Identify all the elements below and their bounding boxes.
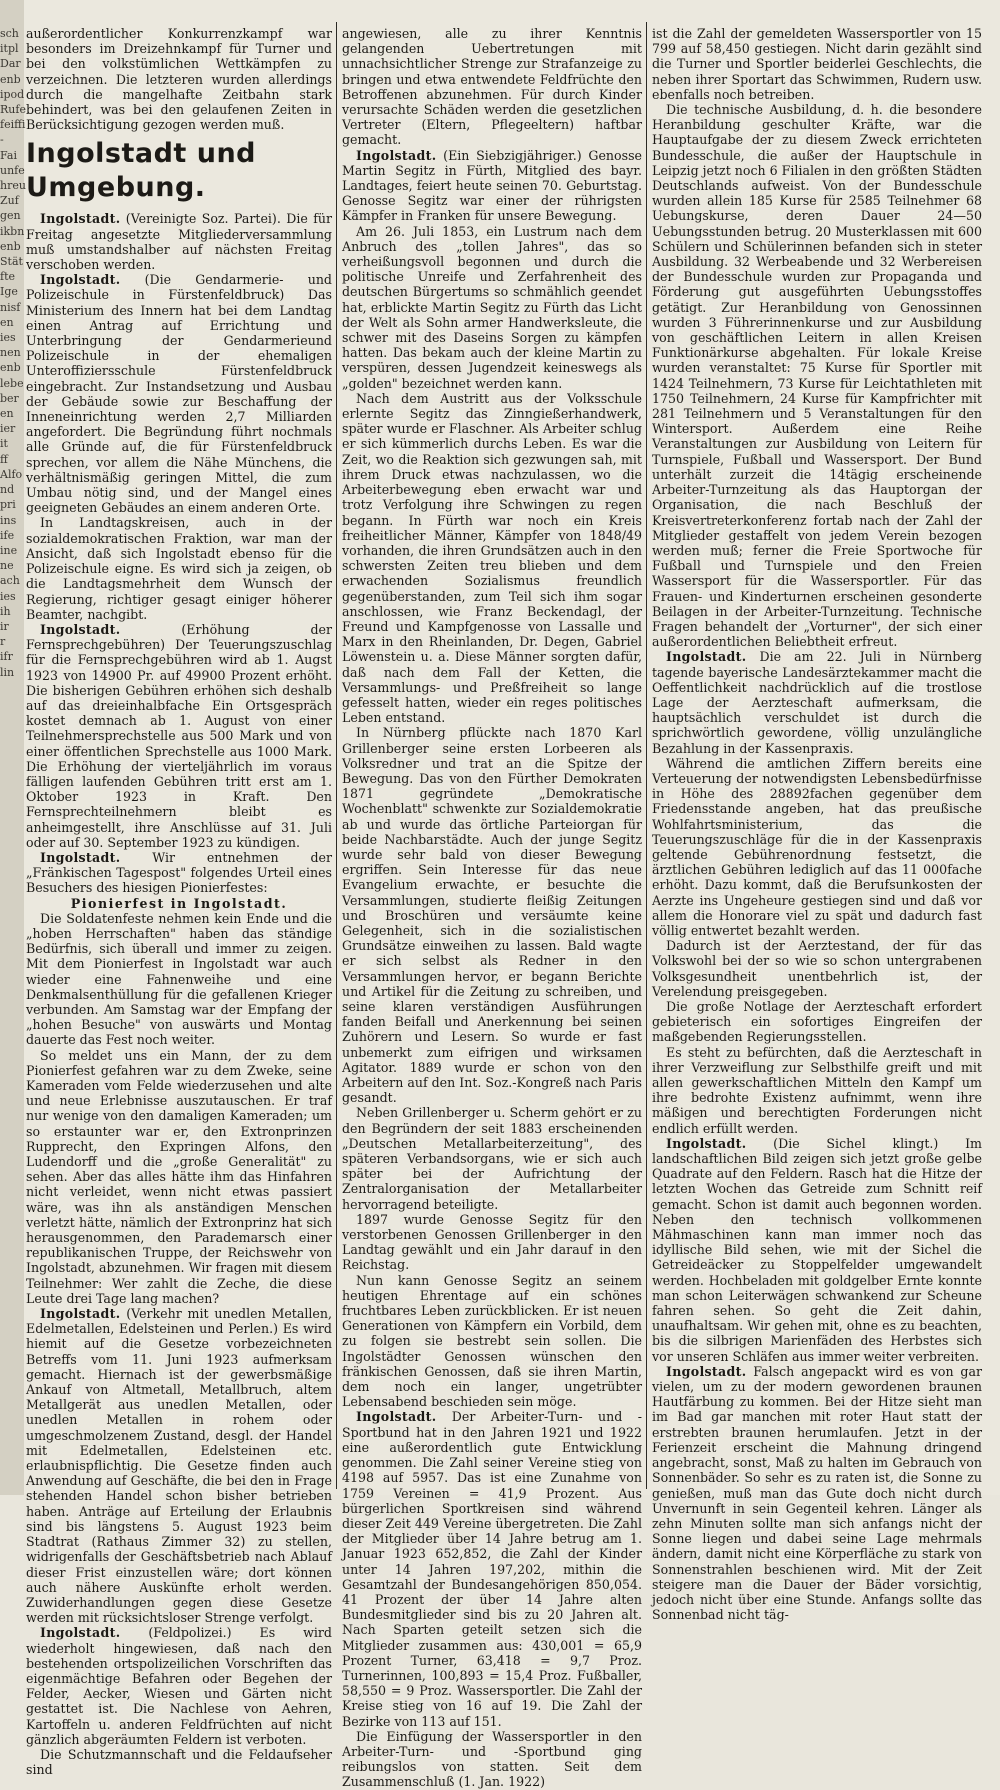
edge-fragment: ies	[0, 589, 16, 603]
article-paragraph: Die Soldatenfeste nehmen kein Ende und die „hoben Herrschaften" haben das ständige Bedürfnis, sich überall und immer zu zeigen. Mit dem Pionierfest in Ingolstadt war auch wieder eine Fahnenweihe und eine Denkmalsenthüllung für die gefallenen Krieger verbunden. Am Samstag war der Empfang der „hohen Besuche" von auswärts und Montag dauerte das Fest noch weiter.	[26, 910, 332, 1048]
article-paragraph: Die Einfügung der Wassersportler in den Arbeiter-Turn- und -Sportbund ging reibungslos von statten. Seit dem Zusammenschluß (1. Jan. 1922)	[342, 1728, 642, 1790]
edge-fragment: gen	[0, 209, 21, 223]
article-subheading: Pionierfest in Ingolstadt.	[70, 895, 288, 911]
dateline: Ingolstadt.	[356, 147, 437, 163]
article-paragraph: So meldet uns ein Mann, der zu dem Pionierfest gefahren war zu dem Zweke, seine Kameraden vom Felde wiederzusehen und alte und neue Erlebnisse auszutauschen. Er traf nur wenige von den damaligen Kameraden; um so erstaunter war er, den Extronprinzen Rupprecht, den Expringen Alfons, den Ludendorff und die „große Generalität" zu sehen. Aber das alles hätte ihm das Hinfahren nicht verleidet, wenn nicht etwas passiert wäre, was ihn als anständigen Menschen verletzt hätte, nämlich der Extronprinz hat sich herausgenommen, den Parademarsch einer republikanischen Truppe, der Reichswehr von Ingolstadt, abzunehmen. Wir fragen mit diesem Teilnehmer: Wer zahlt die Zeche, die diese Leute drei Tage lang machen?	[26, 1047, 332, 1306]
article	[26, 850, 332, 896]
edge-fragment: feiffi	[0, 118, 26, 132]
section-title: Ingolstadt und Umgebung.	[26, 138, 257, 204]
edge-fragment: ife	[0, 528, 15, 542]
edge-fragment: ir	[0, 619, 9, 633]
dateline: Ingolstadt.	[40, 1306, 121, 1322]
column-rule	[646, 22, 647, 1489]
article-text: (Ein Siebzigjähriger.) Genosse Martin Segitz in Fürth, Mitglied des bayr. Landtages, feiert heute seinen 70. Geburtstag. Genosse Segitz war einer der rührigsten Kämpfer in Franken für unsere Bewegung.	[342, 147, 642, 224]
adjacent-column-edge	[0, 0, 24, 1495]
edge-fragment: ach	[0, 574, 20, 588]
article	[26, 272, 332, 515]
article	[652, 649, 982, 755]
column-3	[652, 26, 982, 1623]
edge-fragment: en	[0, 315, 14, 329]
article-paragraph: Nach dem Austritt aus der Volksschule erlernte Segitz das Zinngießerhandwerk, später wurde er Flaschner. Als Arbeiter schlug er sich kümmerlich durchs Leben. Es war die Zeit, wo die Reaktion sich gezwungen sah, mit ihrem Druck etwas nachzulassen, wo die Arbeiterbewegung eben erwacht war und trotz Verfolgung ihre Schwingen zu regen begann. In Fürth war noch ein Kreis freiheitlicher Männer, Kämpfer von 1848/49 vorhanden, die ihren Grundsätzen auch in den schwersten Zeiten treu blieben und dem erwachenden Sozialismus freundlich gegenüberstanden, zum Teil sich ihm sogar anschlossen, wie Franz Beckendagl, der Freund und Kampfgenosse von Lassalle und Marx in den Rheinlanden, Dr. Degen, Gabriel Löwenstein u. a. Diese Männer sorgten dafür, daß nach dem Fall der Ketten, die Versammlungs- und Preßfreiheit so lange gefesselt hatten, wieder ein reges politisches Leben entstand.	[342, 390, 642, 726]
edge-fragment: ih	[0, 604, 11, 618]
edge-fragment: Zuf	[0, 194, 19, 208]
edge-fragment: it	[0, 437, 8, 451]
edge-fragment: Stät	[0, 255, 23, 269]
edge-fragment: ifr	[0, 650, 13, 664]
article-text: (Erhöhung der Fernsprechgebühren) Der Teuerungszuschlag für die Fernsprechgebühren wird ab 1. Augst 1923 von 14900 Pr. auf 49900 Prozent erhöht. Die bisherigen Gebühren erhöhen sich deshalb auf das dreieinhalbfache Ein Ortsgespräch kostet demnach ab 1. August von einer Teilnehmersprechstelle aus 500 Mark und von einer öffentlichen Sprechstelle aus 1000 Mark. Die Erhöhung der vierteljährlich im voraus fälligen laufenden Gebühren tritt erst am 1. Oktober 1923 in Kraft. Den Fernsprechteilnehmern bleibt es anheimgestellt, ihre Anschlüsse auf 31. Juli oder auf 30. September 1923 zu kündigen.	[26, 621, 332, 850]
article-paragraph: In Nürnberg pflückte nach 1870 Karl Grillenberger seine ersten Lorbeeren als Volksredner und trat an die Spitze der Bewegung. Das von den Fürther Demokraten 1871 gegründete „Demokratische Wochenblatt" schwenkte zur Sozialdemokratie ab und wurde das örtliche Parteiorgan für beide Nachbarstädte. Auch der junge Segitz wurde sehr bald von dieser Bewegung ergriffen. Sein Interesse für das neue Evangelium erwachte, er besuchte die Versammlungen, studierte fleißig Zeitungen und Broschüren und versäumte keine Gelegenheit, sich in die sozialistischen Grundsätze einweihen zu lassen. Bald wagte er sich selbst als Redner in den Versammlungen hervor, er begann Berichte und Artikel für die Zeitung zu schreiben, und seine klaren verständigen Ausführungen fanden Beifall und Anerkennung bei seinen Zuhörern und Lesern. So wurde er fast unbemerkt zum eifrigen und wirksamen Agitator. 1889 wurde er schon von den Arbeitern auf den Int. Soz.-Kongreß nach Paris gesandt.	[342, 725, 642, 1106]
dateline: Ingolstadt.	[40, 211, 121, 227]
article-paragraph: 1897 wurde Genosse Segitz für den verstorbenen Genossen Grillenberger in den Landtag gewählt und ein Jahr darauf in den Reichstag.	[342, 1211, 642, 1273]
article	[652, 1364, 982, 1622]
edge-fragment: lebe	[0, 376, 24, 390]
article-paragraph: Dadurch ist der Aerztestand, der für das Volkswohl bei der so wie so schon untergrabenen Volksgesundheit unentbehrlich ist, der Verelendung preisgegeben.	[652, 938, 982, 999]
edge-fragment: ier	[0, 422, 16, 436]
edge-fragment: ff	[0, 452, 8, 466]
edge-fragment: Alfo	[0, 467, 23, 481]
article-paragraph: Die große Notlage der Aerzteschaft erfordert gebieterisch ein sofortiges Eingreifen der maßgebenden Regierungsstellen.	[652, 999, 982, 1045]
article-text: (Vereinigte Soz. Partei). Die für Freitag angesetzte Mitgliederversammlung muß umstandshalber auf nächsten Freitag verschoben werden.	[26, 211, 332, 273]
dateline: Ingolstadt.	[40, 272, 121, 288]
article	[26, 211, 332, 272]
edge-fragment: nisf	[0, 300, 21, 314]
edge-fragment: enb	[0, 72, 21, 86]
edge-fragment: nd	[0, 483, 15, 497]
edge-fragment: en	[0, 407, 14, 421]
dateline: Ingolstadt.	[40, 621, 121, 637]
article	[342, 1409, 642, 1728]
edge-fragment: enb	[0, 361, 21, 375]
edge-fragment: pri	[0, 498, 16, 512]
article-text: Der Arbeiter-Turn- und -Sportbund hat in den Jahren 1921 und 1922 eine außerordentlich gute Entwicklung genommen. Die Zahl seiner Vereine stieg von 4198 auf 5957. Das ist eine Zunahme von 1759 Vereinen = 41,9 Prozent. Aus bürgerlichen Sportkreisen sind während dieser Zeit 449 Vereine übergetreten. Die Zahl der Mitglieder über 14 Jahre betrug am 1. Januar 1923 652,852, die Zahl der Kinder unter 14 Jahren 197,202, mithin die Gesamtzahl der Bundesangehörigen 850,054. 41 Prozent der über 14 Jahre alten Bundesmitglieder sind bis zu 20 Jahren alt. Nach Sparten geteilt setzen sich die Mitglieder zusammen aus: 430,001 = 65,9 Prozent Turner, 63,418 = 9,7 Proz. Turnerinnen, 100,893 = 15,4 Proz. Fußballer, 58,550 = 9 Proz. Wassersportler. Die Zahl der Kreise stieg von 16 auf 19. Die Zahl der Bezirke von 113 auf 151.	[342, 1409, 642, 1729]
article-paragraph: Die Schutzmannschaft und die Feldaufseher sind	[26, 1746, 332, 1778]
edge-fragment: sch	[0, 27, 19, 40]
edge-fragment: unfe	[0, 163, 25, 177]
column-2	[342, 26, 642, 1790]
article-continuation: außerordentlicher Konkurrenzkampf war besonders im Dreizehnkampf für Turner und bei den volkstümlichen Wettkämpfen zu verzeichnen. Die letzteren wurden allerdings durch die mangelhafte Zeitbahn stark behindert, was bei den gelaufenen Zeiten in Berücksichtigung gezogen werden muß.	[26, 26, 332, 133]
edge-fragment: nen	[0, 346, 21, 360]
article-continuation: ist die Zahl der gemeldeten Wassersportler von 15 799 auf 58,450 gestiegen. Nicht darin gezählt sind die Turner und Sportler beiderlei Geschlechts, die neben ihrer Sportart das Schwimmen, Rudern usw. ebenfalls noch betreiben.	[652, 26, 982, 102]
dateline: Ingolstadt.	[666, 1363, 747, 1379]
article-text: Falsch angepackt wird es von gar vielen, um zu der modern gewordenen braunen Hautfärbung zu kommen. Bei der Hitze sieht man im Bad gar manchen mit roter Haut statt der erstrebten braunen herumlaufen. Jetzt in der Ferienzeit erscheint die Mahnung dringend angebracht, sonst, Maß zu halten im Gebrauch von Sonnenbäder. So sehr es zu raten ist, die Sonne zu genießen, muß man das Gute doch nicht durch Unvernunft in sein Gegenteil kehren. Länger als zehn Minuten sollte man sich anfangs nicht der Sonne liegen und dabei seine Lage mehrmals ändern, damit nicht eine Körperfläche zu stark von Sonnenstrahlen beschienen wird. Mit der Zeit steigere man die Dauer der Bäder vorsichtig, jedoch nicht über eine Stunde. Anfangs sollte das Sonnenbad nicht täg-	[652, 1363, 982, 1623]
edge-fragment: Rufe	[0, 103, 26, 117]
dateline: Ingolstadt.	[666, 1135, 747, 1151]
edge-fragment: ne	[0, 559, 14, 573]
edge-fragment: ies	[0, 331, 16, 345]
edge-fragment: lin	[0, 665, 15, 679]
edge-fragment: ber	[0, 391, 19, 405]
edge-fragment: -	[0, 133, 4, 147]
article	[26, 622, 332, 850]
article	[26, 1625, 332, 1747]
article-text: (Die Sichel klingt.) Im landschaftlichen Bild zeigen sich jetzt große gelbe Quadrate auf den Feldern. Rasch hat die Hitze der letzten Wochen das Getreide zum Schnitt reif gemacht. Schon ist damit auch begonnen worden. Neben den technisch vollkommenen Mähmaschinen kann man immer noch das idyllische Bild sehen, wie mit der Sichel die Getreideäcker zu Stoppelfelder umgewandelt werden. Hochbeladen mit goldgelber Ernte konnte man schon Leiterwägen schwankend zur Scheune fahren sehen. So geht die Zeit dahin, unaufhaltsam. Wir gehen mit, ohne es zu beachten, bis die silbrigen Marienfäden des Herbstes sich vor unseren Schläfen aus immer weiter verbreiten.	[652, 1135, 982, 1364]
edge-fragment: r	[0, 635, 6, 649]
edge-fragment: ikbn	[0, 224, 25, 238]
edge-fragment: Fai	[0, 148, 17, 162]
article-paragraph: Es steht zu befürchten, daß die Aerzteschaft in ihrer Verzweiflung zur Selbsthilfe greift und mit allen gewerkschaftlichen Mitteln den Kampf um ihre bedrohte Existenz aufnimmt, wenn ihre mäßigen und berechtigten Forderungen nicht endlich erfüllt werden.	[652, 1044, 982, 1136]
dateline: Ingolstadt.	[356, 1409, 437, 1425]
article-continuation: angewiesen, alle zu ihrer Kenntnis gelangenden Uebertretungen mit unnachsichtlicher Strenge zur Strafanzeige zu bringen und etwa entwendete Feldfrüchte den Betroffenen abzunehmen. Für durch Kinder verursachte Schäden werden die gesetzlichen Vertreter (Eltern, Pflegeeltern) haftbar gemacht.	[342, 26, 642, 148]
article-paragraph: Neben Grillenberger u. Scherm gehört er zu den Begründern der seit 1883 erscheinenden „Deutschen Metallarbeiterzeitung", des späteren Verbandsorgans, wie er sich auch später bei der Aufrichtung der Zentralorganisation der Metallarbeiter hervorragend beteiligte.	[342, 1105, 642, 1212]
edge-fragment: enb	[0, 239, 21, 253]
article-paragraph: Am 26. Juli 1853, ein Lustrum nach dem Anbruch des „tollen Jahres", das so verheißungsvoll begonnen und durch die politische Unreife und Zerfahrenheit des deutschen Bürgertums so schmählich geendet hat, erblickte Martin Segitz zu Fürth das Licht der Welt als Sohn armer Handwerksleute, die schwer mit des Daseins Sorgen zu kämpfen hatten. Das bekam auch der kleine Martin zu verspüren, dessen Jugendzeit keineswegs als „golden" bezeichnet werden kann.	[342, 223, 642, 391]
article-text: (Feldpolizei.) Es wird wiederholt hingewiesen, daß nach den bestehenden ortspolizeilichen Vorschriften das eigenmächtige Befahren oder Begehen der Felder, Aecker, Wiesen und Gärten nicht gestattet ist. Die Nachlese von Aehren, Kartoffeln u. anderen Feldfrüchten auf nicht gänzlich abgeräumten Feldern ist verboten.	[26, 1625, 332, 1747]
edge-fragment: hreu	[0, 179, 26, 193]
article	[26, 1306, 332, 1625]
edge-fragment: ins	[0, 513, 17, 527]
edge-fragment: fte	[0, 270, 16, 284]
article-paragraph: Die technische Ausbildung, d. h. die besondere Heranbildung geschulter Kräfte, war die Hauptaufgabe der zu diesem Zweck errichteten Bundesschule, die außer der Hauptschule in Leipzig jetzt noch 6 Filialen in den größten Städten Deutschlands aufweist. Von der Bundesschule wurden allein 185 Kurse für 2585 Teilnehmer 68 Uebungskurse, deren Dauer 24—50 Uebungsstunden betrug. 20 Musterklassen mit 600 Schülern und Schülerinnen befanden sich in steter Ausbildung. 32 Werbeabende und 32 Werbereisen der Bundesschule wurden zur Propaganda und Förderung gut ausgeführten Uebungsstoffes getätigt. Zur Heranbildung von Genossinnen wurden 3 Führerinnenkurse und zur Ausbildung von geschäftlichen Leitern in allen Kreisen Funktionärkurse abgehalten. Für lokale Kreise wurden veranstaltet: 75 Kurse für Sportler mit 1424 Teilnehmern, 73 Kurse für Leichtathleten mit 1750 Teilnehmern, 24 Kurse für Kampfrichter mit 281 Teilnehmern und 5 Veranstaltungen für den Wintersport. Außerdem eine Reihe Veranstaltungen zur Ausbildung von Leitern für Turnspiele, Fußball und Wassersport. Der Bund unterhält zurzeit die 14tägig erscheinende Arbeiter-Turnzeitung als das Hauptorgan der Organisation, die nach Beschluß der Kreisvertreterkonferenz fortab nach der Zahl der Mitglieder gestaffelt von jedem Verein bezogen werden muß; ferner die Freie Sportwoche für Fußball und Turnspiele und den Freien Wassersport für die Wassersportler. Für das Frauen- und Kinderturnen erscheinen gesonderte Beilagen in der Arbeiter-Turnzeitung. Technische Fragen behandelt der „Vorturner", der sich einer außerordentlichen Beliebtheit erfreut.	[652, 102, 982, 650]
column-1	[26, 26, 332, 1778]
article-paragraph: Während die amtlichen Ziffern bereits eine Verteuerung der notwendigsten Lebensbedürfnisse in Höhe des 28892fachen gegenüber dem Friedensstande angeben, hat das preußische Wohlfahrtsministerium, das die Teuerungszuschläge für die in der Kassenpraxis geltende Gebührenordnung festsetzt, die ärztlichen Gebühren lediglich auf das 11 000fache erhöht. Dazu kommt, daß die Berufsunkosten der Aerzte ins Ungeheure gestiegen sind und daß vor allem die Honorare viel zu spät und dadurch fast völlig entwertet bezahlt werden.	[652, 755, 982, 938]
edge-fragment: Dar	[0, 57, 21, 71]
edge-fragment: ipod	[0, 87, 25, 101]
edge-fragment: itpl	[0, 42, 19, 56]
article-paragraph: Nun kann Genosse Segitz an seinem heutigen Ehrentage auf ein schönes fruchtbares Leben zurückblicken. Er ist neuen Generationen von Kämpfern ein Vorbild, dem zu folgen sie bestrebt sein sollen. Die Ingolstädter Genossen wünschen den fränkischen Genossen, daß sie ihren Martin, dem noch ein langer, ungetrübter Lebensabend beschieden sein möge.	[342, 1272, 642, 1410]
dateline: Ingolstadt.	[40, 1625, 121, 1641]
article	[652, 1136, 982, 1364]
column-rule	[336, 22, 337, 1489]
article-text: Die am 22. Juli in Nürnberg tagende bayerische Landesärztekammer macht die Oeffentlichkeit nachdrücklich auf die trostlose Lage der Aerzteschaft aufmerksam, die hauptsächlich verschuldet ist durch die sprichwörtlich gewordene, völlig unzulängliche Bezahlung in der Kassenpraxis.	[652, 649, 982, 756]
dateline: Ingolstadt.	[666, 649, 747, 665]
edge-fragment: Ige	[0, 285, 18, 299]
article	[342, 148, 642, 224]
article-text: (Die Gendarmerie- und Polizeischule in Fürstenfeldbruck) Das Ministerium des Innern hat bei dem Landtag einen Antrag auf Errichtung und Unterbringung der Gendarmerieund Polizeischule in der ehemaligen Unteroffiziersschule Fürstenfeldbruck eingebracht. Zur Instandsetzung und Ausbau der Gebäude sowie zur Beschaffung der Inneneinrichtung werden 2,7 Milliarden angefordert. Die Begründung führt nochmals alle Gründe auf, die für Fürstenfeldbruck sprechen, vor allem die Nähe Münchens, die verhältnismäßig geringen Mittel, die zum Umbau nötig sind, und der Mangel eines geeigneten Gebäudes an einem anderen Orte.	[26, 272, 332, 516]
article-text: (Verkehr mit unedlen Metallen, Edelmetallen, Edelsteinen und Perlen.) Es wird hiemit auf die Gesetze vorbezeichneten Betreffs vom 11. Juni 1923 aufmerksam gemacht. Hiernach ist der gewerbsmäßige Ankauf von Altmetall, Metallbruch, altem Metallgerät aus unedlen Metallen, oder unedlen Metallen in rohem oder umgeschmolzenem Zustand, desgl. der Handel mit Edelmetallen, Edelsteinen etc. erlaubnispflichtig. Die Gesetze finden auch Anwendung auf Geschäfte, die bei den in Frage stehenden Handel schon bisher betrieben haben. Anträge auf Erteilung der Erlaubnis sind bis längstens 5. August 1923 beim Stadtrat (Rathaus Zimmer 32) zu stellen, widrigenfalls der Geschäftsbetrieb nach Ablauf dieser Frist einzustellen wäre; dort können auch nähere Auskünfte erholt werden. Zuwiderhandlungen gegen diese Gesetze werden mit rücksichtsloser Strenge verfolgt.	[26, 1306, 332, 1626]
article-text: Wir entnehmen der „Fränkischen Tagespost" folgendes Urteil eines Besuchers des hiesigen Pionierfestes:	[26, 849, 332, 896]
article-paragraph: In Landtagskreisen, auch in der sozialdemokratischen Fraktion, war man der Ansicht, daß sich Ingolstadt ebenso für die Polizeischule eigne. Es wird sich ja zeigen, ob die Landtagsmehrheit dem Wunsch der Regierung, richtiger gesagt einiger höherer Beamter, nachgibt.	[26, 515, 332, 622]
edge-fragment: ine	[0, 543, 18, 557]
dateline: Ingolstadt.	[40, 849, 121, 865]
